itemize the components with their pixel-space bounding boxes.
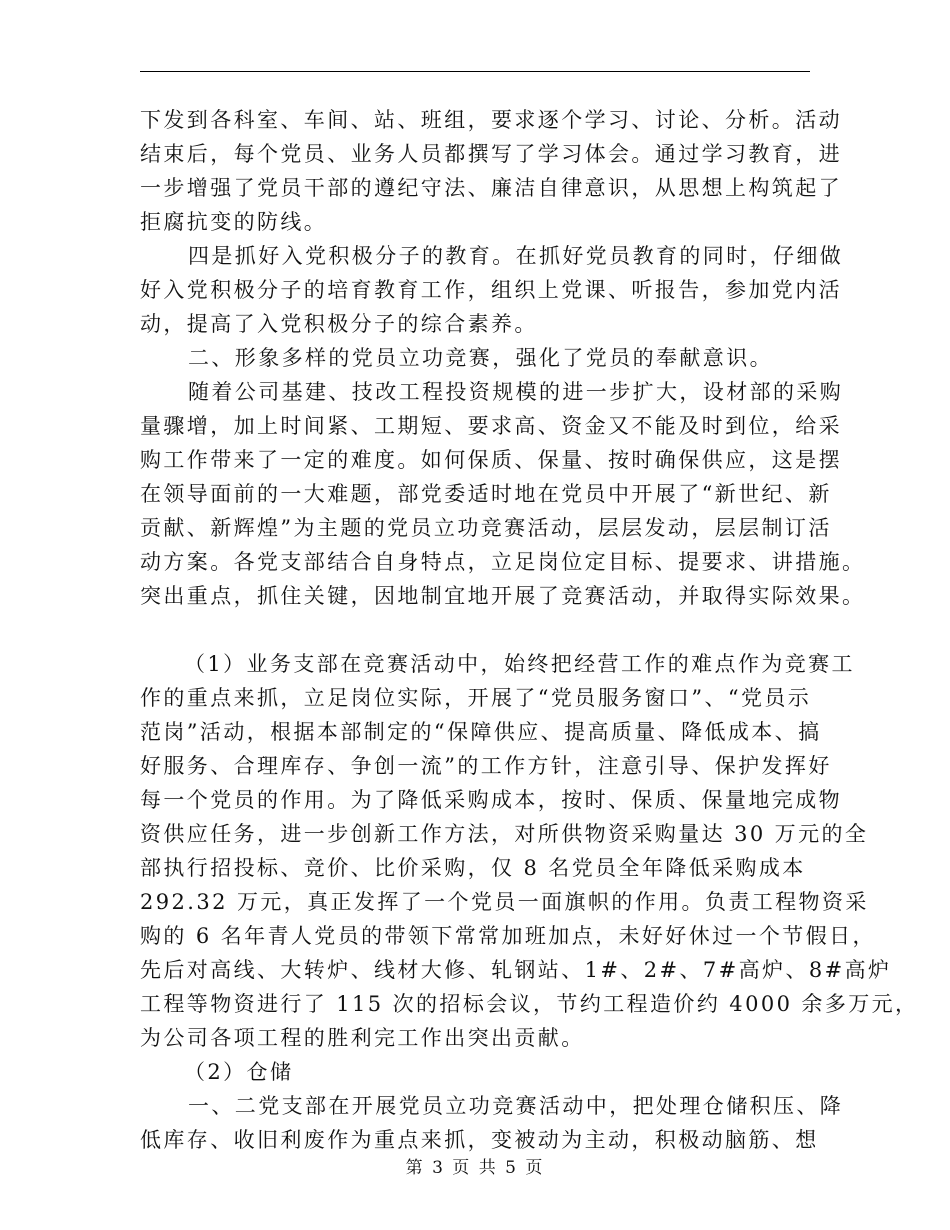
text-line: 动方案。各党支部结合自身特点，立足岗位定目标、提要求、讲措施。 bbox=[140, 550, 866, 574]
text-line: 先后对高线、大转炉、线材大修、轧钢站、1#、2#、7#高炉、8#高炉 bbox=[140, 958, 892, 982]
text-line: 292.32 万元，真正发挥了一个党员一面旗帜的作用。负责工程物资采 bbox=[140, 890, 869, 914]
text-line: 部执行招投标、竞价、比价采购，仅 8 名党员全年降低采购成本 bbox=[140, 856, 806, 880]
paragraph-start: 四是抓好入党积极分子的教育。在抓好党员教育的同时，仔细做 bbox=[188, 244, 844, 268]
text-line: 好入党积极分子的培育教育工作，组织上党课、听报告，参加党内活 bbox=[140, 278, 842, 302]
text-line: 结束后，每个党员、业务人员都撰写了学习体会。通过学习教育，进 bbox=[140, 142, 842, 166]
text-line: 低库存、收旧利废作为重点来抓，变被动为主动，积极动脑筋、想 bbox=[140, 1128, 819, 1152]
text-line: 量骤增，加上时间紧、工期短、要求高、资金又不能及时到位，给采 bbox=[140, 414, 842, 438]
text-line: 拒腐抗变的防线。 bbox=[140, 210, 328, 234]
text-line: 购工作带来了一定的难度。如何保质、保量、按时确保供应，这是摆 bbox=[140, 448, 842, 472]
body-text bbox=[140, 103, 919, 1157]
text-line: 作的重点来抓，立足岗位实际，开展了“党员服务窗口”、“党员示 bbox=[140, 686, 812, 710]
text-line: 范岗”活动，根据本部制定的“保障供应、提高质量、降低成本、搞 bbox=[140, 720, 822, 744]
text-line: 在领导面前的一大难题，部党委适时地在党员中开展了“新世纪、新 bbox=[140, 482, 832, 506]
paragraph-start: 一、二党支部在开展党员立功竞赛活动中，把处理仓储积压、降 bbox=[188, 1094, 844, 1118]
text-line: 突出重点，抓住关键，因地制宜地开展了竞赛活动，并取得实际效果。 bbox=[140, 584, 866, 608]
blank-line bbox=[140, 613, 816, 647]
text-line: 购的 6 名年青人党员的带领下常常加班加点，未好好休过一个节假日， bbox=[140, 924, 876, 948]
page-number-footer: 第 3 页 共 5 页 bbox=[405, 1158, 545, 1178]
text-line: 工程等物资进行了 115 次的招标会议，节约工程造价约 4000 余多万元， bbox=[140, 992, 919, 1016]
text-line: 下发到各科室、车间、站、班组，要求逐个学习、讨论、分析。活动 bbox=[140, 108, 842, 132]
text-line: 资供应任务，进一步创新工作方法，对所供物资采购量达 30 万元的全 bbox=[140, 822, 869, 846]
paragraph-start: 随着公司基建、技改工程投资规模的进一步扩大，设材部的采购 bbox=[188, 380, 844, 404]
text-line: 一步增强了党员干部的遵纪守法、廉洁自律意识，从思想上构筑起了 bbox=[140, 176, 842, 200]
text-line: 动，提高了入党积极分子的综合素养。 bbox=[140, 312, 538, 336]
text-line: 每一个党员的作用。为了降低采购成本，按时、保质、保量地完成物 bbox=[140, 788, 842, 812]
section-heading: 二、形象多样的党员立功竞赛，强化了党员的奉献意识。 bbox=[188, 346, 773, 370]
text-line: 为公司各项工程的胜利完工作出突出贡献。 bbox=[140, 1026, 585, 1050]
text-line: 好服务、合理库存、争创一流”的工作方针，注意引导、保护发挥好 bbox=[140, 754, 832, 778]
subsection-heading: （2）仓储 bbox=[184, 1060, 294, 1084]
text-line: 贡献、新辉煌”为主题的党员立功竞赛活动，层层发动，层层制订活 bbox=[140, 516, 832, 540]
paragraph-start: （1）业务支部在竞赛活动中，始终把经营工作的难点作为竞赛工 bbox=[184, 652, 855, 676]
header-rule bbox=[140, 71, 810, 72]
